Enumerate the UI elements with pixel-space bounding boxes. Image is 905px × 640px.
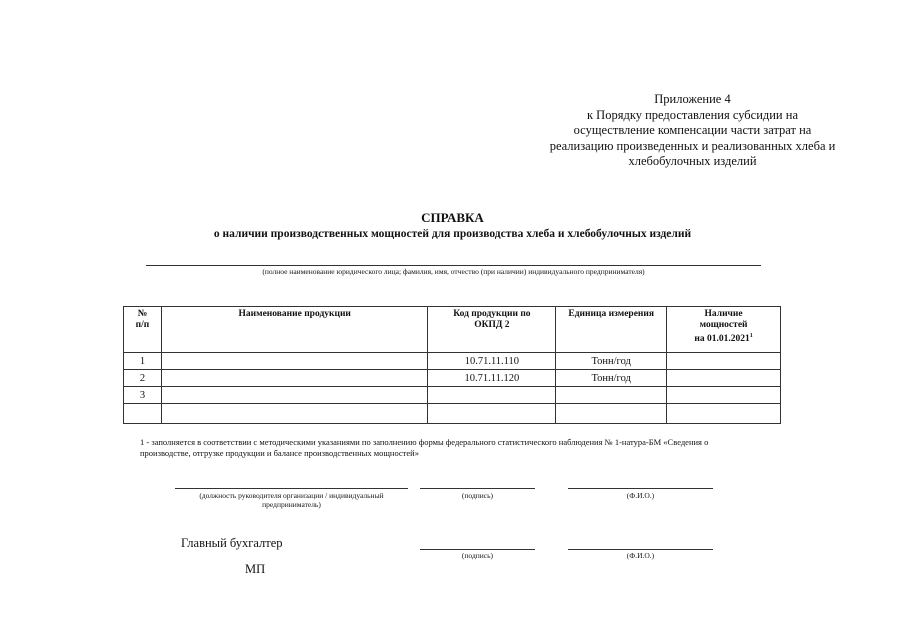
signature-caption: (подпись) [461, 491, 494, 500]
table-row [124, 370, 781, 387]
row-unit: Тонн/год [556, 353, 667, 370]
row-num [124, 404, 162, 424]
header-capacity: Наличие мощностей на 01.01.2021$^1$ [667, 307, 781, 353]
table-header-row [124, 307, 781, 353]
header-unit: Единица измерения [556, 307, 667, 353]
row-num: 2 [124, 370, 162, 387]
row-name [161, 353, 428, 370]
footnote [140, 437, 800, 459]
entity-caption: (полное наименование юридического лица; фамилия, имя, отчество (при наличии) индивидуального предпринимателя) [262, 267, 645, 276]
stamp-label: МП [245, 562, 266, 576]
row-unit [556, 387, 667, 404]
document-title: СПРАВКА [421, 210, 484, 225]
appendix-line-2: к Порядку предоставления субсидии на [586, 107, 798, 122]
capacity-table [123, 306, 781, 424]
signature-line [420, 488, 535, 489]
accountant-fio-line [568, 549, 713, 550]
row-capacity [667, 353, 781, 370]
row-code: 10.71.11.120 [428, 370, 556, 387]
row-capacity [667, 387, 781, 404]
row-name [161, 370, 428, 387]
row-code [428, 404, 556, 424]
row-name [161, 387, 428, 404]
row-code: 10.71.11.110 [428, 353, 556, 370]
header-name: Наименование продукции [161, 307, 428, 353]
appendix-line-3: осуществление компенсации части затрат на [573, 123, 812, 138]
accountant-fio-caption: (Ф.И.О.) [626, 551, 655, 560]
fio-caption: (Ф.И.О.) [626, 491, 655, 500]
row-unit: Тонн/год [556, 370, 667, 387]
appendix-line-4: реализацию произведенных и реализованных хлеба и [549, 138, 836, 153]
row-num: 3 [124, 387, 162, 404]
row-num: 1 [124, 353, 162, 370]
row-capacity [667, 370, 781, 387]
table-row [124, 404, 781, 424]
fio-line [568, 488, 713, 489]
position-line [175, 488, 408, 489]
footnote-line-2: производстве, отгрузке продукции и балансе производственных мощностей» [140, 448, 419, 458]
row-unit [556, 404, 667, 424]
accountant-signature-line [420, 549, 535, 550]
header-code: Код продукции по ОКПД 2 [428, 307, 556, 353]
appendix-header [540, 92, 845, 170]
table-row [124, 387, 781, 404]
appendix-line-5: хлебобулочных изделий [628, 154, 757, 169]
row-capacity [667, 404, 781, 424]
table-row [124, 353, 781, 370]
header-num: № п/п [124, 307, 162, 353]
footnote-line-1: 1 - заполняется в соответствии с методическими указаниями по заполнению формы федерального статистического наблюдения № 1-натура-БМ «Сведения о [140, 437, 709, 447]
chief-accountant-label: Главный бухгалтер [181, 536, 283, 550]
appendix-line-1: Приложение 4 [654, 92, 731, 106]
row-name [161, 404, 428, 424]
position-caption: (должность руководителя организации / индивидуальный предприниматель) [199, 491, 384, 509]
accountant-signature-caption: (подпись) [461, 551, 494, 560]
row-code [428, 387, 556, 404]
document-subtitle: о наличии производственных мощностей для производства хлеба и хлебобулочных изделий [213, 228, 692, 240]
entity-name-line [146, 265, 761, 266]
